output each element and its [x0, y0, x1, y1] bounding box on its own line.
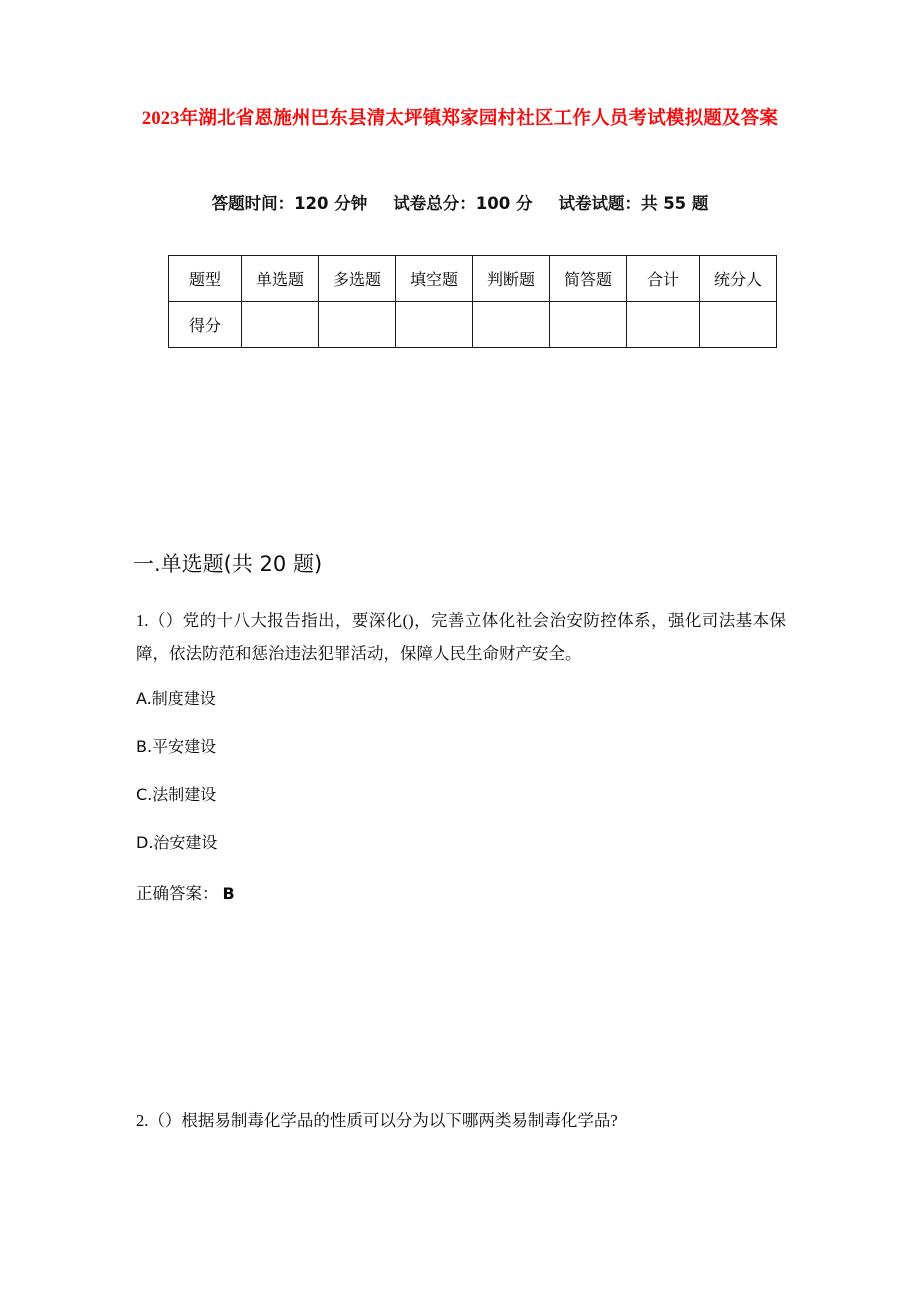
- exam-time: 答题时间：120 分钟: [211, 194, 368, 213]
- page-title: 2023年湖北省恩施州巴东县清太坪镇郑家园村社区工作人员考试模拟题及答案: [141, 109, 779, 129]
- table-header-cell: 简答题: [550, 256, 627, 302]
- question-stem: 1.（）党的十八大报告指出，要深化()，完善立体化社会治安防控体系，强化司法基本保障，依法防范和惩治违法犯罪活动，保障人民生命财产安全。: [136, 611, 786, 663]
- section-heading-single-choice: 一.单选题(共 20 题): [133, 552, 323, 576]
- table-header-cell: 统分人: [700, 256, 777, 302]
- option-b[interactable]: B.平安建设: [136, 737, 217, 756]
- table-row-score: [169, 302, 777, 348]
- score-cell-single-choice[interactable]: [242, 302, 319, 348]
- question-block: [136, 1104, 786, 1137]
- score-cell-fill-blank[interactable]: [396, 302, 473, 348]
- table-header-cell: 题型: [169, 256, 242, 302]
- question-options: [136, 688, 786, 854]
- score-cell-true-false[interactable]: [473, 302, 550, 348]
- correct-answer-label: 正确答案：: [136, 884, 219, 903]
- score-cell-scorer[interactable]: [700, 302, 777, 348]
- question-block: [136, 604, 786, 904]
- table-row-header: [169, 256, 777, 302]
- score-cell-multi-choice[interactable]: [319, 302, 396, 348]
- table-header-cell: 单选题: [242, 256, 319, 302]
- correct-answer-value: B: [222, 884, 235, 903]
- option-d[interactable]: D.治安建设: [136, 833, 218, 852]
- score-cell-short-answer[interactable]: [550, 302, 627, 348]
- table-header-cell: 合计: [627, 256, 700, 302]
- correct-answer: [136, 880, 786, 904]
- exam-total-score: 试卷总分：100 分: [393, 194, 533, 213]
- exam-meta-line: [0, 190, 920, 214]
- option-a[interactable]: A.制度建设: [136, 689, 216, 708]
- score-table-container: [168, 255, 762, 348]
- table-header-cell: 多选题: [319, 256, 396, 302]
- table-header-cell: 填空题: [396, 256, 473, 302]
- table-row-label: 得分: [169, 302, 242, 348]
- score-cell-total[interactable]: [627, 302, 700, 348]
- table-header-cell: 判断题: [473, 256, 550, 302]
- exam-question-count: 试卷试题：共 55 题: [558, 194, 709, 213]
- option-c[interactable]: C.法制建设: [136, 785, 217, 804]
- question-stem: 2.（）根据易制毒化学品的性质可以分为以下哪两类易制毒化学品?: [136, 1111, 618, 1130]
- score-table: [168, 255, 777, 348]
